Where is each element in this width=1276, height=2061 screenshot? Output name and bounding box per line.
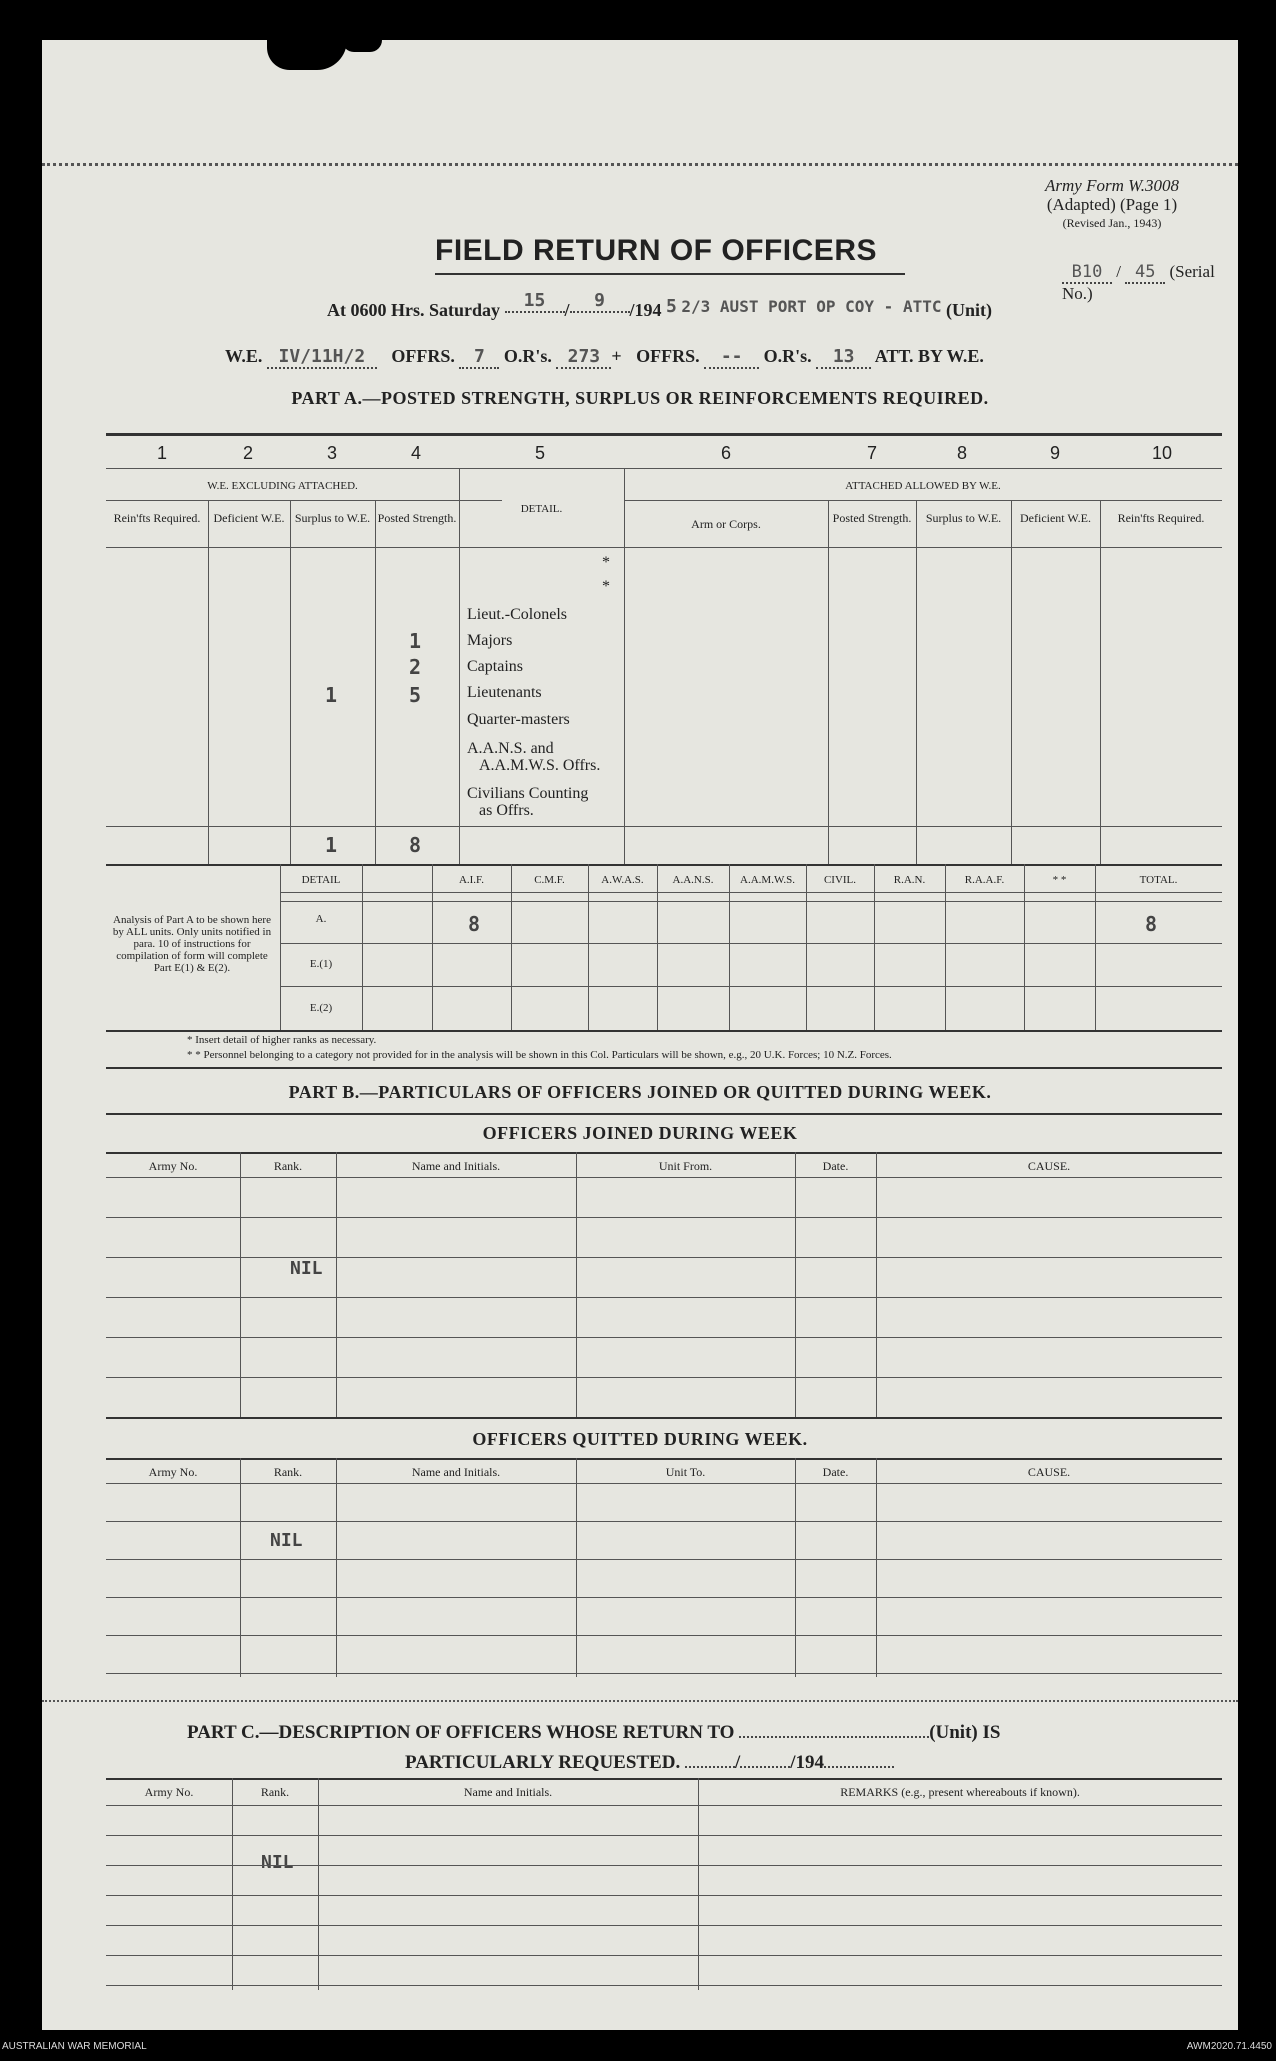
- col-divider: [795, 1458, 796, 1677]
- quitted-header: Date.: [822, 1465, 849, 1479]
- rule: [106, 1778, 1222, 1780]
- col-divider: [232, 1778, 233, 1990]
- rule: [106, 468, 1222, 469]
- part-c-nil: NIL: [261, 1852, 294, 1873]
- quitted-header: Name and Initials.: [411, 1465, 501, 1479]
- col-divider: [1100, 500, 1101, 864]
- unit-value: 2/3 AUST PORT OP COY - ATTC: [681, 297, 942, 316]
- part-c-date: /194: [790, 1752, 825, 1773]
- header-surplus: Surplus to W.E.: [294, 511, 371, 525]
- we-value: IV/11H/2: [267, 346, 377, 369]
- analysis-header: A.I.F.: [458, 874, 485, 886]
- rule: [106, 1113, 1222, 1115]
- header-reinfts-att: Rein'fts Required.: [1117, 511, 1205, 525]
- detail-row: Lieut.-Colonels: [467, 606, 567, 623]
- joined-header: Rank.: [273, 1159, 303, 1173]
- joined-header: Unit From.: [658, 1159, 713, 1173]
- att-label: ATT. BY W.E.: [874, 346, 984, 366]
- analysis-row-label: E.(1): [309, 958, 333, 970]
- perforation-line: [42, 1700, 1238, 1702]
- part-b-title: PART B.—PARTICULARS OF OFFICERS JOINED OR QUITTED DURING WEEK.: [288, 1082, 992, 1102]
- footnote: * Insert detail of higher ranks as necessary.: [187, 1034, 377, 1046]
- col-divider: [240, 1458, 241, 1677]
- header-deficient-att: Deficient W.E.: [1020, 511, 1091, 525]
- joined-header: Date.: [822, 1159, 849, 1173]
- detail-row: Majors: [467, 632, 513, 649]
- quitted-nil: NIL: [270, 1530, 303, 1551]
- part-c-header: REMARKS (e.g., present whereabouts if known).: [840, 1785, 1080, 1799]
- detail-header: DETAIL.: [520, 503, 563, 515]
- form-reference: [987, 176, 1237, 233]
- detail-star: *: [602, 554, 610, 571]
- row-rule: [106, 1217, 1222, 1218]
- col-number: 4: [410, 443, 421, 463]
- col-divider: [362, 864, 363, 1030]
- detail-row: as Offrs.: [479, 802, 534, 819]
- date-line: At 0600 Hrs. Saturday 15 / 9 /194 5 2/3 AUST PORT OP COY - ATTC (Unit): [327, 290, 992, 320]
- row-rule: [106, 1673, 1222, 1674]
- row-rule: [106, 1483, 1222, 1484]
- analysis-header: A.W.A.S.: [601, 874, 644, 886]
- header-posted: Posted Strength.: [377, 511, 457, 525]
- col-divider: [806, 864, 807, 1030]
- col-divider: [375, 500, 376, 864]
- page-title: FIELD RETURN OF OFFICERS: [435, 234, 877, 267]
- offrs-value: 7: [459, 346, 499, 369]
- part-c-title-line2: PARTICULARLY REQUESTED. / /194: [405, 1752, 894, 1774]
- row-rule: [106, 1597, 1222, 1598]
- group-header-right: ATTACHED ALLOWED BY W.E.: [845, 480, 1001, 492]
- perforation-line: [42, 163, 1238, 166]
- offrs2-value: --: [704, 346, 759, 369]
- ors-label: O.R's.: [503, 346, 552, 366]
- title-underline: [435, 273, 905, 275]
- form-revised: (Revised Jan., 1943): [1062, 216, 1162, 230]
- ors2-value: 13: [816, 346, 871, 369]
- analysis-row-label: A.: [315, 913, 327, 925]
- row-rule: [106, 1635, 1222, 1636]
- part-c-header: Name and Initials.: [463, 1785, 553, 1799]
- row-rule: [106, 1257, 1222, 1258]
- col-divider: [588, 864, 589, 1030]
- rule: [106, 1030, 1222, 1032]
- rule: [624, 500, 1222, 501]
- col-divider: [916, 500, 917, 864]
- we-label: W.E.: [225, 346, 263, 366]
- col-divider: [432, 864, 433, 1030]
- col-divider: [459, 468, 460, 864]
- form-adapted: (Adapted) (Page 1): [1046, 195, 1178, 214]
- row-rule: [106, 1955, 1222, 1956]
- year-digit: 5: [666, 296, 677, 317]
- analysis-header: * *: [1052, 874, 1067, 886]
- detail-row: Quarter-masters: [467, 711, 570, 728]
- detail-star: *: [602, 578, 610, 595]
- detail-row: Civilians Counting: [467, 785, 589, 802]
- analysis-header: A.A.N.S.: [672, 874, 714, 886]
- quitted-header: Rank.: [273, 1465, 303, 1479]
- analysis-row-label: E.(2): [309, 1002, 333, 1014]
- analysis-header: R.A.N.: [893, 874, 926, 886]
- row-rule: [106, 1337, 1222, 1338]
- analysis-header: C.M.F.: [534, 874, 565, 886]
- col-divider: [1095, 864, 1096, 1030]
- paper-tear: [267, 40, 347, 70]
- month-value: 9: [570, 290, 630, 313]
- header-posted-att: Posted Strength.: [832, 511, 912, 525]
- header-deficient: Deficient W.E.: [213, 511, 285, 525]
- part-c-title-line1: [187, 1722, 1000, 1744]
- analysis-note: Analysis of Part A to be shown here by ALL units. Only units notified in para. 10 of instructions for compilation of form will complete Part E(1) & E(2).: [112, 914, 272, 974]
- col-number: 3: [326, 443, 337, 463]
- analysis-header: R.A.A.F.: [964, 874, 1005, 886]
- col-number: 5: [534, 443, 545, 463]
- surplus-lieutenants: 1: [325, 683, 338, 707]
- col-divider: [698, 1778, 699, 1990]
- total-posted: 8: [409, 833, 422, 857]
- part-c-title-b: (Unit) IS: [929, 1722, 1001, 1743]
- year-prefix: /194: [629, 300, 662, 320]
- row-rule: [106, 1559, 1222, 1560]
- analysis-header: A.A.M.W.S.: [740, 874, 795, 886]
- header-surplus-att: Surplus to W.E.: [925, 511, 1002, 525]
- joined-title: OFFICERS JOINED DURING WEEK: [482, 1123, 798, 1143]
- rule: [106, 500, 502, 501]
- col-number: 8: [956, 443, 967, 463]
- quitted-header: Unit To.: [665, 1465, 706, 1479]
- detail-row: A.A.N.S. and: [467, 740, 554, 757]
- col-divider: [1024, 864, 1025, 1030]
- rule: [280, 986, 1222, 987]
- row-rule: [106, 1297, 1222, 1298]
- analysis-header: CIVIL.: [823, 874, 857, 886]
- col-divider: [576, 1458, 577, 1677]
- rule: [106, 826, 1222, 827]
- serial-value: 45: [1125, 262, 1165, 284]
- row-rule: [106, 1895, 1222, 1896]
- col-number: 1: [156, 443, 167, 463]
- col-divider: [828, 500, 829, 864]
- header-arm: Arm or Corps.: [691, 517, 761, 531]
- part-a-title: PART A.—POSTED STRENGTH, SURPLUS OR REINFORCEMENTS REQUIRED.: [291, 388, 989, 408]
- detail-row: A.A.M.W.S. Offrs.: [479, 757, 601, 774]
- col-divider: [874, 864, 875, 1030]
- at-label: At 0600 Hrs. Saturday: [327, 300, 501, 320]
- serial-number: B10 / 45 (Serial No.): [1062, 262, 1215, 303]
- serial-prefix: B10: [1062, 262, 1112, 284]
- plus-sign: +: [611, 346, 622, 366]
- ors2-label: O.R's.: [763, 346, 812, 366]
- rule: [106, 864, 1222, 866]
- offrs-label: OFFRS.: [391, 346, 455, 366]
- rule: [106, 1067, 1222, 1069]
- rule: [106, 1417, 1222, 1419]
- col-divider: [1011, 500, 1012, 864]
- analysis-total-value: 8: [1145, 912, 1158, 936]
- detail-row: Captains: [467, 658, 523, 675]
- part-c-header: Army No.: [144, 1785, 194, 1799]
- row-rule: [106, 1925, 1222, 1926]
- header-reinfts: Rein'fts Required.: [113, 511, 201, 525]
- form-number: Army Form W.3008: [1045, 176, 1179, 195]
- unit-label: (Unit): [945, 300, 992, 320]
- col-divider: [336, 1458, 337, 1677]
- paper-tear: [342, 40, 382, 52]
- row-rule: [106, 1805, 1222, 1806]
- quitted-header: Army No.: [148, 1465, 198, 1479]
- rule: [106, 1152, 1222, 1154]
- total-surplus: 1: [325, 833, 338, 857]
- col-number: 6: [720, 443, 731, 463]
- footnote: * * Personnel belonging to a category not provided for in the analysis will be shown in this Col. Particulars will be shown, e.g., 20 U.K. Forces; 10 N.Z. Forces.: [187, 1049, 892, 1061]
- footer-left: AUSTRALIAN WAR MEMORIAL: [2, 2041, 147, 2052]
- col-divider: [511, 864, 512, 1030]
- joined-header: CAUSE.: [1027, 1159, 1071, 1173]
- col-divider: [208, 500, 209, 864]
- quitted-header: CAUSE.: [1027, 1465, 1071, 1479]
- part-c-title-c: PARTICULARLY REQUESTED.: [405, 1752, 681, 1773]
- serial-label: (Serial No.): [1062, 262, 1215, 303]
- rule: [280, 943, 1222, 944]
- ors-value: 273: [556, 346, 611, 369]
- detail-row: Lieutenants: [467, 684, 542, 701]
- rule: [106, 1458, 1222, 1460]
- part-c-header: Rank.: [260, 1785, 290, 1799]
- col-divider: [729, 864, 730, 1030]
- col-divider: [876, 1458, 877, 1677]
- joined-header: Army No.: [148, 1159, 198, 1173]
- form-paper: [42, 40, 1238, 2030]
- col-number: 10: [1151, 443, 1173, 463]
- col-divider: [290, 500, 291, 864]
- col-number: 7: [866, 443, 877, 463]
- footer-right: AWM2020.71.4450: [1186, 2041, 1272, 2052]
- col-divider: [657, 864, 658, 1030]
- col-number: 2: [242, 443, 253, 463]
- posted-majors: 1: [409, 629, 422, 653]
- analysis-header: DETAIL: [301, 874, 341, 886]
- col-divider: [945, 864, 946, 1030]
- quitted-title: OFFICERS QUITTED DURING WEEK.: [472, 1429, 808, 1449]
- col-divider: [318, 1778, 319, 1990]
- row-rule: [106, 1177, 1222, 1178]
- row-rule: [106, 1377, 1222, 1378]
- rule: [106, 547, 1222, 548]
- rule: [106, 433, 1222, 436]
- row-rule: [106, 1521, 1222, 1522]
- posted-lieutenants: 5: [409, 683, 422, 707]
- row-rule: [106, 1865, 1222, 1866]
- row-rule: [106, 1985, 1222, 1986]
- joined-header: Name and Initials.: [411, 1159, 501, 1173]
- group-header-left: W.E. EXCLUDING ATTACHED.: [207, 480, 358, 492]
- analysis-header: TOTAL.: [1139, 874, 1178, 886]
- part-c-title-a: PART C.—DESCRIPTION OF OFFICERS WHOSE RETURN TO: [187, 1722, 735, 1743]
- we-line: [225, 346, 984, 369]
- rule: [280, 892, 1222, 893]
- col-number: 9: [1049, 443, 1060, 463]
- analysis-aif-value: 8: [468, 912, 481, 936]
- joined-nil: NIL: [290, 1258, 323, 1279]
- rule: [280, 901, 1222, 902]
- posted-captains: 2: [409, 655, 422, 679]
- day-value: 15: [505, 290, 565, 313]
- offrs2-label: OFFRS.: [636, 346, 700, 366]
- row-rule: [106, 1835, 1222, 1836]
